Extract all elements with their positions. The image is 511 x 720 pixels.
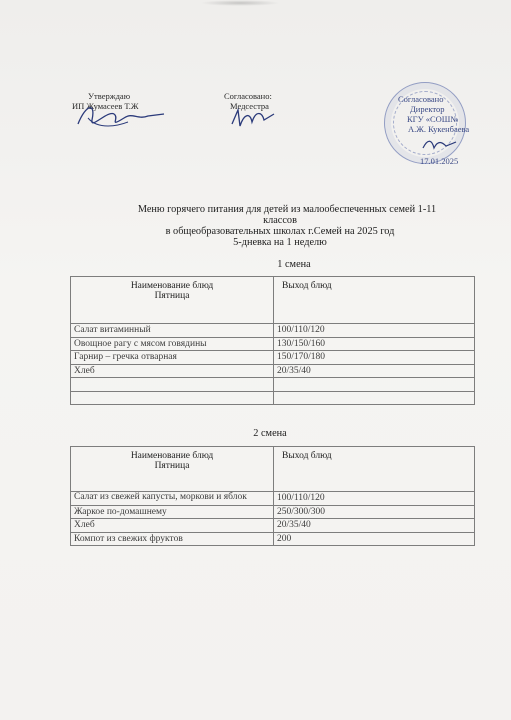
portion-cell: 200 [274,532,475,546]
dish-cell [71,391,274,405]
signature-right-icon [420,136,460,156]
table-row [71,492,475,506]
dish-cell: Компот из свежих фруктов [71,532,274,546]
shift-1-label: 1 смена [277,259,311,270]
column-header-dish-label: Наименование блюд [130,451,214,461]
approval-right-name: А.Ж. Кукенбаева [408,124,470,134]
column-header-dish [71,447,274,492]
signature-left-icon [68,100,168,135]
table-row [71,324,475,338]
scan-smudge [200,0,280,6]
table-row [71,378,475,392]
signature-middle-icon [228,104,278,132]
dish-cell: Салат из свежей капусты, моркови и яблок [71,492,274,506]
approval-middle-role: Медсестра [230,101,269,111]
column-header-dish [71,277,274,324]
table-row [71,532,475,546]
dish-cell: Салат витаминный [71,324,274,338]
approval-right-date: 17.01.2025 [420,156,459,166]
dish-cell [71,378,274,392]
portion-cell: 100/110/120 [274,324,475,338]
approval-right-title: Согласовано [398,94,444,104]
portion-cell: 20/35/40 [274,364,475,378]
approval-right-role: Директор [410,104,445,114]
table-header-row [71,277,475,324]
column-header-dish-label: Наименование блюд [130,281,214,291]
table-header-row [71,447,475,492]
column-header-day: Пятница [154,291,190,301]
dish-cell: Хлеб [71,364,274,378]
portion-cell: 250/300/300 [274,505,475,519]
shift-2-label: 2 смена [253,428,287,439]
heading-line-1: Меню горячего питания для детей из малообеспеченных семей 1-11 [137,204,437,215]
dish-cell: Овощное рагу с мясом говядины [71,337,274,351]
column-header-portion: Выход блюд [274,447,475,492]
dish-cell: Гарнир – гречка отварная [71,351,274,365]
approval-right-org: КГУ «СОШ№ [407,114,459,124]
approval-middle-title: Согласовано: [224,91,272,101]
heading-line-2: классов [263,215,297,226]
portion-cell: 130/150/160 [274,337,475,351]
approval-left-title: Утверждаю [88,91,131,101]
heading-line-4: 5-дневка на 1 неделю [233,237,327,248]
portion-cell: 150/170/180 [274,351,475,365]
portion-cell [274,378,475,392]
table-row [71,505,475,519]
heading-line-3: в общеобразовательных школах г.Семей на 2025 год [165,226,395,237]
approval-left-name: ИП Жумасеев Т.Ж [72,101,139,111]
dish-cell: Жаркое по-домашнему [71,505,274,519]
portion-cell: 20/35/40 [274,519,475,533]
column-header-day: Пятница [154,461,190,471]
table-row [71,519,475,533]
column-header-portion: Выход блюд [274,277,475,324]
shift-1-menu-table [70,276,475,405]
dish-cell: Хлеб [71,519,274,533]
portion-cell: 100/110/120 [274,492,475,506]
table-row [71,337,475,351]
table-row [71,364,475,378]
portion-cell [274,391,475,405]
shift-2-menu-table [70,446,475,546]
document-heading [70,204,490,248]
table-row [71,391,475,405]
table-row [71,351,475,365]
